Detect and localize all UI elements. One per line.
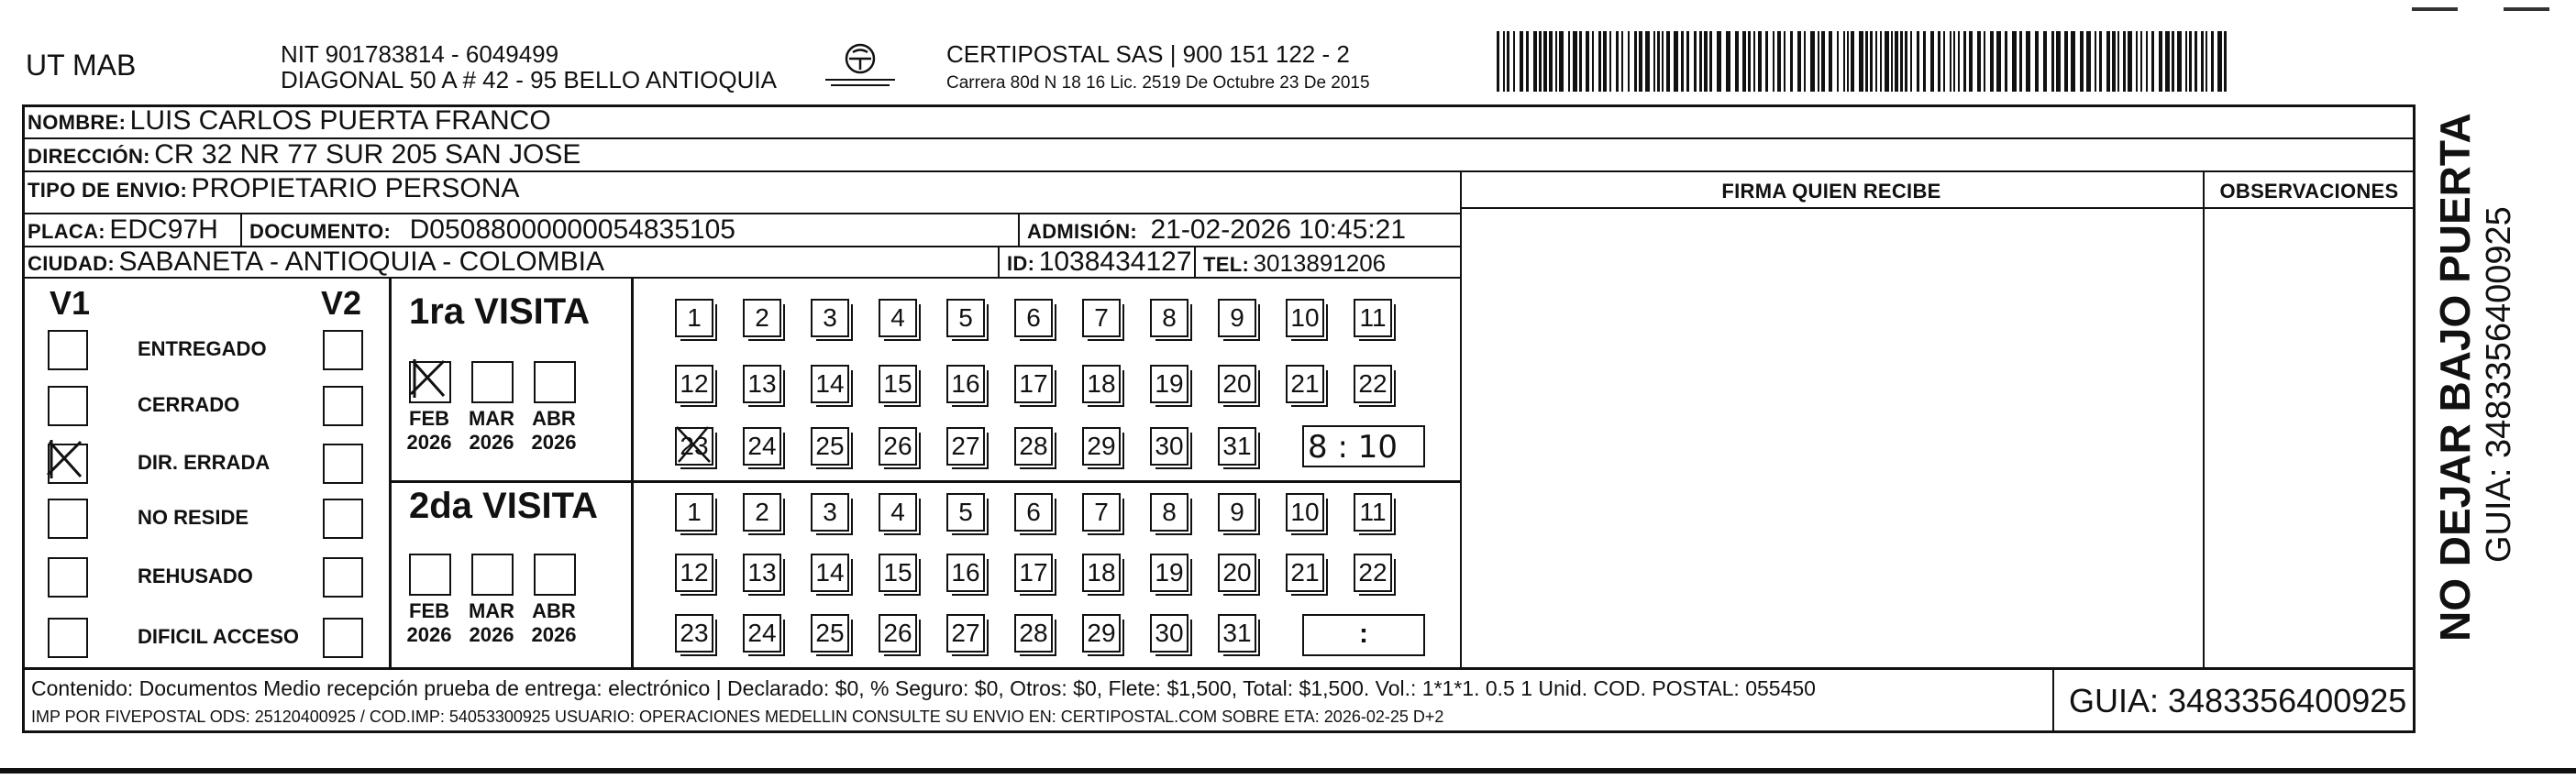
first-visit-day-30[interactable] [1150,427,1188,466]
day-number: 26 [883,432,912,460]
day-number: 3 [823,498,837,526]
second-visit-title: 2da VISITA [409,486,598,526]
day-number: 22 [1358,558,1388,587]
second-visit-day-15[interactable] [879,554,917,592]
day-number: 10 [1290,303,1320,332]
first-visit-day-14[interactable] [811,365,849,403]
day-number: 5 [958,498,973,526]
day-number: 23 [680,619,709,647]
second-visit-time-value: : [1359,619,1368,649]
first-visit-day-28[interactable] [1014,427,1053,466]
certipostal-logo [822,40,899,95]
first-visit-day-2[interactable] [743,299,781,337]
month-name: ABR [532,407,576,430]
day-number: 11 [1359,498,1387,526]
first-visit-day-11[interactable] [1354,299,1392,337]
sender-name: UT MAB [26,49,137,82]
second-visit-day-10[interactable] [1286,493,1324,532]
status-label-no-reside: NO RESIDE [138,506,249,529]
second-visit-day-25[interactable] [811,614,849,653]
day-number: 23 [680,432,709,460]
first-visit-month-abr[interactable] [534,361,576,403]
first-visit-month-label [402,407,457,455]
direccion-label: DIRECCIÓN: [28,145,150,168]
day-number: 21 [1290,558,1320,587]
month-year: 2026 [406,431,452,454]
v2-checkbox-dificil-acceso[interactable] [323,618,363,658]
day-number: 31 [1222,619,1252,647]
first-visit-day-4[interactable] [879,299,917,337]
bottom-edge [0,768,2576,774]
tel-value: 3013891206 [1253,249,1387,277]
day-number: 27 [951,619,980,647]
ciudad-value: SABANETA - ANTIOQUIA - COLOMBIA [118,247,604,277]
first-visit-day-29[interactable] [1082,427,1121,466]
day-number: 24 [747,619,777,647]
first-visit-day-16[interactable] [946,365,985,403]
firma-header: FIRMA QUIEN RECIBE [1721,180,1941,203]
guia-number: GUIA: 3483356400925 [2069,682,2407,719]
first-visit-day-21[interactable] [1286,365,1324,403]
day-number: 29 [1087,432,1116,460]
day-number: 11 [1359,303,1387,332]
observaciones-header: OBSERVACIONES [2219,180,2399,203]
second-visit-day-29[interactable] [1082,614,1121,653]
day-number: 7 [1094,498,1109,526]
second-visit-day-7[interactable] [1082,493,1121,532]
day-number: 31 [1222,432,1252,460]
day-number: 12 [680,369,709,398]
second-visit-day-9[interactable] [1218,493,1256,532]
admision-field [1027,214,1406,250]
day-number: 2 [755,303,769,332]
v1-checkbox-entregado[interactable] [48,330,88,370]
first-visit-day-19[interactable] [1150,365,1188,403]
tipo-label: TIPO DE ENVIO: [28,179,188,202]
day-number: 18 [1087,558,1116,587]
id-field [1007,247,1192,282]
admision-value: 21-02-2026 10:45:21 [1150,214,1407,245]
month-year: 2026 [531,623,577,646]
day-number: 12 [680,558,709,587]
first-visit-time-value: 8 : 10 [1308,429,1398,466]
ciudad-label: CIUDAD: [28,252,115,275]
barcode [1497,31,2230,92]
second-visit-day-6[interactable] [1014,493,1053,532]
direccion-row [28,139,580,175]
first-visit-day-1[interactable] [675,299,713,337]
sender-address: DIAGONAL 50 A # 42 - 95 BELLO ANTIOQUIA [281,66,777,93]
day-number: 4 [890,498,905,526]
day-number: 4 [890,303,905,332]
day-number: 14 [815,558,845,587]
side-warning: NO DEJAR BAJO PUERTA [2431,113,2479,642]
first-visit-month-feb[interactable] [409,361,451,403]
day-number: 30 [1155,619,1184,647]
first-visit-month-label [464,407,519,455]
v2-header: V2 [321,284,362,322]
day-number: 20 [1222,558,1252,587]
day-number: 28 [1019,619,1048,647]
first-visit-day-27[interactable] [946,427,985,466]
second-visit-month-label [402,599,457,647]
second-visit-month-feb[interactable] [409,554,451,596]
second-visit-day-2[interactable] [743,493,781,532]
day-number: 14 [815,369,845,398]
day-number: 24 [747,432,777,460]
second-visit-day-24[interactable] [743,614,781,653]
day-number: 10 [1290,498,1320,526]
day-number: 6 [1026,303,1041,332]
second-visit-day-12[interactable] [675,554,713,592]
second-visit-month-mar[interactable] [471,554,514,596]
first-visit-day-24[interactable] [743,427,781,466]
day-number: 30 [1155,432,1184,460]
second-visit-day-8[interactable] [1150,493,1188,532]
second-visit-month-label [464,599,519,647]
second-visit-day-19[interactable] [1150,554,1188,592]
status-label-dir-errada: DIR. ERRADA [138,451,271,474]
tel-field [1203,247,1386,283]
day-number: 16 [951,369,980,398]
first-visit-day-10[interactable] [1286,299,1324,337]
second-visit-day-16[interactable] [946,554,985,592]
month-name: MAR [468,407,515,430]
day-number: 19 [1155,558,1184,587]
day-number: 17 [1019,369,1048,398]
v2-checkbox-no-reside[interactable] [323,499,363,539]
ciudad-field [28,247,604,282]
month-year: 2026 [469,431,514,454]
day-number: 28 [1019,432,1048,460]
second-visit-day-26[interactable] [879,614,917,653]
status-label-entregado: ENTREGADO [138,337,267,360]
id-label: ID: [1007,252,1035,275]
status-label-cerrado: CERRADO [138,393,240,416]
second-visit-day-14[interactable] [811,554,849,592]
first-visit-day-15[interactable] [879,365,917,403]
month-name: FEB [409,407,449,430]
first-visit-day-3[interactable] [811,299,849,337]
placa-field [28,214,218,250]
day-number: 17 [1019,558,1048,587]
day-number: 20 [1222,369,1252,398]
day-number: 2 [755,498,769,526]
day-number: 5 [958,303,973,332]
documento-value: D05088000000054835105 [409,214,735,245]
second-visit-day-5[interactable] [946,493,985,532]
day-number: 8 [1162,498,1177,526]
first-visit-day-13[interactable] [743,365,781,403]
status-label-dificil-acceso: DIFICIL ACCESO [138,625,300,648]
first-visit-day-23[interactable] [675,427,713,466]
day-number: 16 [951,558,980,587]
check-mark-icon [44,438,86,480]
nombre-label: NOMBRE: [28,111,127,134]
status-label-rehusado: REHUSADO [138,565,253,587]
day-number: 6 [1026,498,1041,526]
day-number: 7 [1094,303,1109,332]
first-visit-day-6[interactable] [1014,299,1053,337]
day-number: 15 [883,558,912,587]
month-year: 2026 [406,623,452,646]
day-number: 13 [747,558,777,587]
footer-imp: IMP POR FIVEPOSTAL ODS: 25120400925 / COD.IMP: 54053300925 USUARIO: OPERACIONES MEDELLIN CONSULTE SU ENVIO EN: CERTIPOSTAL.COM SOBRE ETA: 2026-02-25 D+2 [31,708,1444,726]
second-visit-day-18[interactable] [1082,554,1121,592]
v2-checkbox-entregado[interactable] [323,330,363,370]
day-number: 9 [1230,498,1244,526]
day-number: 18 [1087,369,1116,398]
direccion-value: CR 32 NR 77 SUR 205 SAN JOSE [154,139,581,170]
month-name: MAR [468,599,515,622]
check-mark-icon [407,357,449,400]
sender-nit: NIT 901783814 - 6049499 [281,40,559,68]
second-visit-time[interactable] [1302,614,1425,656]
day-number: 15 [883,369,912,398]
v1-header: V1 [50,284,91,322]
day-number: 29 [1087,619,1116,647]
second-visit-day-31[interactable] [1218,614,1256,653]
check-mark-icon [673,423,713,466]
nombre-row [28,105,551,141]
month-name: FEB [409,599,449,622]
first-visit-day-7[interactable] [1082,299,1121,337]
second-visit-month-label [526,599,581,647]
v1-checkbox-dificil-acceso[interactable] [48,618,88,658]
day-number: 25 [815,619,845,647]
first-visit-month-mar[interactable] [471,361,514,403]
first-visit-month-label [526,407,581,455]
day-number: 1 [687,498,702,526]
side-guia: GUIA: 3483356400925 [2480,206,2518,563]
day-number: 1 [687,303,702,332]
second-visit-day-11[interactable] [1354,493,1392,532]
tipo-row [28,173,519,209]
footer-content: Contenido: Documentos Medio recepción prueba de entrega: electrónico | Declarado: $0, % Seguro: $0, Otros: $0, Flete: $1,500, Total: $1,500. Vol.: 1*1*1. 0.5 1 Unid. COD. POSTAL: 055450 [31,676,1816,700]
day-number: 19 [1155,369,1184,398]
v2-checkbox-cerrado[interactable] [323,386,363,426]
tel-label: TEL: [1203,253,1250,276]
carrier-name: CERTIPOSTAL SAS | 900 151 122 - 2 [946,40,1350,68]
placa-value: EDC97H [109,214,218,245]
second-visit-day-1[interactable] [675,493,713,532]
day-number: 9 [1230,303,1244,332]
carrier-address: Carrera 80d N 18 16 Lic. 2519 De Octubre 23 De 2015 [946,73,1370,93]
second-visit-day-20[interactable] [1218,554,1256,592]
month-year: 2026 [469,623,514,646]
second-visit-day-13[interactable] [743,554,781,592]
v1-checkbox-no-reside[interactable] [48,499,88,539]
placa-label: PLACA: [28,220,105,243]
day-number: 25 [815,432,845,460]
first-visit-day-26[interactable] [879,427,917,466]
day-number: 13 [747,369,777,398]
corner-mark [2412,7,2458,11]
v1-checkbox-cerrado[interactable] [48,386,88,426]
nombre-value: LUIS CARLOS PUERTA FRANCO [129,105,551,136]
month-name: ABR [532,599,576,622]
v1-checkbox-dir-errada[interactable] [48,444,88,484]
first-visit-day-9[interactable] [1218,299,1256,337]
second-visit-day-22[interactable] [1354,554,1392,592]
second-visit-day-17[interactable] [1014,554,1053,592]
first-visit-title: 1ra VISITA [409,291,591,332]
v2-checkbox-dir-errada[interactable] [323,444,363,484]
day-number: 27 [951,432,980,460]
documento-field [249,214,735,250]
first-visit-day-18[interactable] [1082,365,1121,403]
first-visit-day-20[interactable] [1218,365,1256,403]
day-number: 8 [1162,303,1177,332]
second-visit-day-28[interactable] [1014,614,1053,653]
day-number: 3 [823,303,837,332]
id-value: 1038434127 [1038,247,1192,277]
v1-checkbox-rehusado[interactable] [48,557,88,598]
documento-label: DOCUMENTO: [249,220,392,243]
month-year: 2026 [531,431,577,454]
day-number: 26 [883,619,912,647]
second-visit-day-4[interactable] [879,493,917,532]
admision-label: ADMISIÓN: [1027,220,1138,243]
first-visit-day-8[interactable] [1150,299,1188,337]
first-visit-day-17[interactable] [1014,365,1053,403]
second-visit-day-30[interactable] [1150,614,1188,653]
second-visit-day-21[interactable] [1286,554,1324,592]
day-number: 21 [1290,369,1320,398]
first-visit-day-12[interactable] [675,365,713,403]
first-visit-day-5[interactable] [946,299,985,337]
corner-mark [2504,7,2549,11]
first-visit-day-22[interactable] [1354,365,1392,403]
second-visit-day-23[interactable] [675,614,713,653]
first-visit-day-31[interactable] [1218,427,1256,466]
tipo-value: PROPIETARIO PERSONA [191,173,520,203]
day-number: 22 [1358,369,1388,398]
second-visit-day-27[interactable] [946,614,985,653]
second-visit-month-abr[interactable] [534,554,576,596]
first-visit-day-25[interactable] [811,427,849,466]
v2-checkbox-rehusado[interactable] [323,557,363,598]
second-visit-day-3[interactable] [811,493,849,532]
first-visit-time[interactable] [1302,425,1425,467]
